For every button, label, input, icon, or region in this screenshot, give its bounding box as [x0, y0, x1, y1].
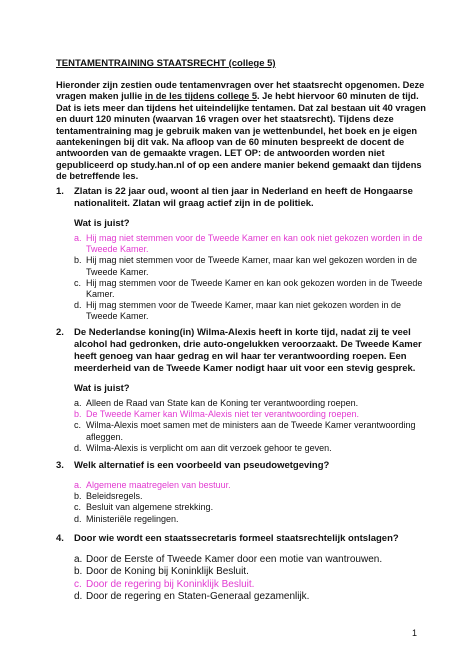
intro-text-end: . Je hebt hiervoor 60 minuten de tijd. Dat is iets meer dan tijdens het uiteindelijke tentamen. Dat zal bestaan uit 40 vragen en duurt 120 minuten (waarvan 16 vragen over het staatsrecht). Tijdens deze tentamentraining mag je gebruik maken van je wettenbundel, het boek en je eigen aantekeningen bij dit vak. Na afloop van de 60 minuten bespreekt de docent de antwoorden van de gemaakte vragen. LET OP: de antwoorden worden niet gepubliceerd op study.han.nl of op een andere manier bekend gemaakt dan tijdens de betreffende les.: [56, 91, 426, 182]
intro-underlined-text: in de les tijdens college 5: [144, 91, 257, 102]
answer-option-b: [74, 409, 426, 420]
option-text: De Tweede Kamer kan Wilma-Alexis niet ter verantwoording roepen.: [86, 409, 359, 420]
option-text: Wilma-Alexis moet samen met de ministers aan de Tweede Kamer verantwoording afleggen.: [86, 420, 416, 442]
option-text: Hij mag niet stemmen voor de Tweede Kamer en kan ook niet gekozen worden in de Tweede Kamer.: [86, 233, 423, 255]
option-text: Wilma-Alexis is verplicht om aan dit verzoek gehoor te geven.: [86, 442, 332, 453]
question-stem: Door wie wordt een staatssecretaris formeel staatsrechtelijk ontslagen?: [74, 533, 399, 544]
option-letter: c.: [74, 420, 82, 431]
answer-option-c: [74, 420, 426, 442]
answer-option-d: [74, 443, 426, 454]
option-text: Hij mag niet stemmen voor de Tweede Kamer, maar kan wel gekozen worden in de Tweede Kamer.: [86, 255, 418, 277]
answer-option-d: [74, 591, 426, 603]
option-letter: a.: [74, 398, 82, 408]
answer-option-a: [74, 398, 426, 409]
option-letter: d.: [74, 442, 82, 453]
intro-text-start: Hieronder zijn zestien oude tentamenvragen over het staatsrecht opgenomen. Deze vragen maken jullie: [56, 80, 425, 102]
option-letter: b.: [74, 409, 82, 420]
option-text: Hij mag stemmen voor de Tweede Kamer en kan ook gekozen worden in de Tweede Kamer.: [86, 277, 423, 300]
answer-options: [56, 480, 426, 525]
option-letter: b.: [74, 566, 83, 578]
option-letter: d.: [74, 590, 83, 602]
answer-options: [56, 233, 426, 323]
answer-option-c: [74, 579, 426, 591]
answer-option-a: [74, 480, 426, 491]
option-text: Door de regering en Staten-Generaal gezamenlijk.: [86, 590, 310, 602]
option-letter: a.: [74, 480, 82, 490]
answer-option-c: [74, 278, 426, 300]
option-text: Beleidsregels.: [86, 491, 143, 502]
option-letter: b.: [74, 491, 82, 502]
answer-options: [56, 554, 426, 603]
question-number: 3.: [56, 460, 64, 471]
option-text: Door de Eerste of Tweede Kamer door een motie van wantrouwen.: [86, 554, 383, 565]
question-3: [56, 460, 426, 525]
answer-option-b: [74, 255, 426, 277]
question-stem: Zlatan is 22 jaar oud, woont al tien jaar in Nederland en heeft de Hongaarse nationaliteit. Zlatan wil graag actief zijn in de politiek.: [74, 186, 413, 209]
answer-option-c: [74, 502, 426, 513]
answer-option-a: [74, 554, 426, 566]
question-number: 4.: [56, 533, 64, 544]
question-number: 1.: [56, 186, 64, 197]
page-number: 1: [412, 628, 418, 638]
question-prompt: Wat is juist?: [74, 218, 130, 229]
question-stem: De Nederlandse koning(in) Wilma-Alexis heeft in korte tijd, nadat zij te veel alcohol had gedronken, drie auto-ongelukken veroorzaakt. De Tweede Kamer heeft genoeg van haar gedrag en wil haar ter verantwoording roepen. Een meerderheid van de Tweede Kamer nodigt haar uit voor een stevig gesprek.: [74, 327, 422, 374]
answer-option-b: [74, 491, 426, 502]
question-number: 2.: [56, 327, 64, 338]
option-letter: a.: [74, 233, 82, 243]
question-1: [56, 186, 426, 323]
option-text: Algemene maatregelen van bestuur.: [86, 480, 231, 490]
option-text: Door de regering bij Koninklijk Besluit.: [86, 578, 255, 590]
answer-option-a: [74, 233, 426, 255]
option-letter: c.: [74, 578, 82, 590]
question-4: [56, 533, 426, 603]
option-letter: c.: [74, 277, 82, 288]
question-2: [56, 327, 426, 454]
option-letter: d.: [74, 300, 82, 311]
option-text: Ministeriële regelingen.: [86, 513, 179, 524]
option-text: Besluit van algemene strekking.: [86, 502, 214, 513]
answer-option-b: [74, 566, 426, 578]
intro-paragraph: [56, 80, 426, 183]
option-letter: a.: [74, 554, 83, 565]
answer-option-d: [74, 300, 426, 322]
option-letter: c.: [74, 502, 82, 513]
question-stem: Welk alternatief is een voorbeeld van pseudowetgeving?: [74, 460, 330, 471]
option-letter: d.: [74, 513, 82, 524]
option-letter: b.: [74, 255, 82, 266]
option-text: Door de Koning bij Koninklijk Besluit.: [86, 566, 249, 578]
question-prompt: Wat is juist?: [74, 383, 130, 394]
answer-options: [56, 398, 426, 454]
option-text: Hij mag stemmen voor de Tweede Kamer, maar kan niet gekozen worden in de Tweede Kamer.: [86, 300, 401, 322]
answer-option-d: [74, 514, 426, 525]
document-title: TENTAMENTRAINING STAATSRECHT (college 5): [56, 58, 276, 69]
option-text: Alleen de Raad van State kan de Koning ter verantwoording roepen.: [86, 398, 359, 408]
